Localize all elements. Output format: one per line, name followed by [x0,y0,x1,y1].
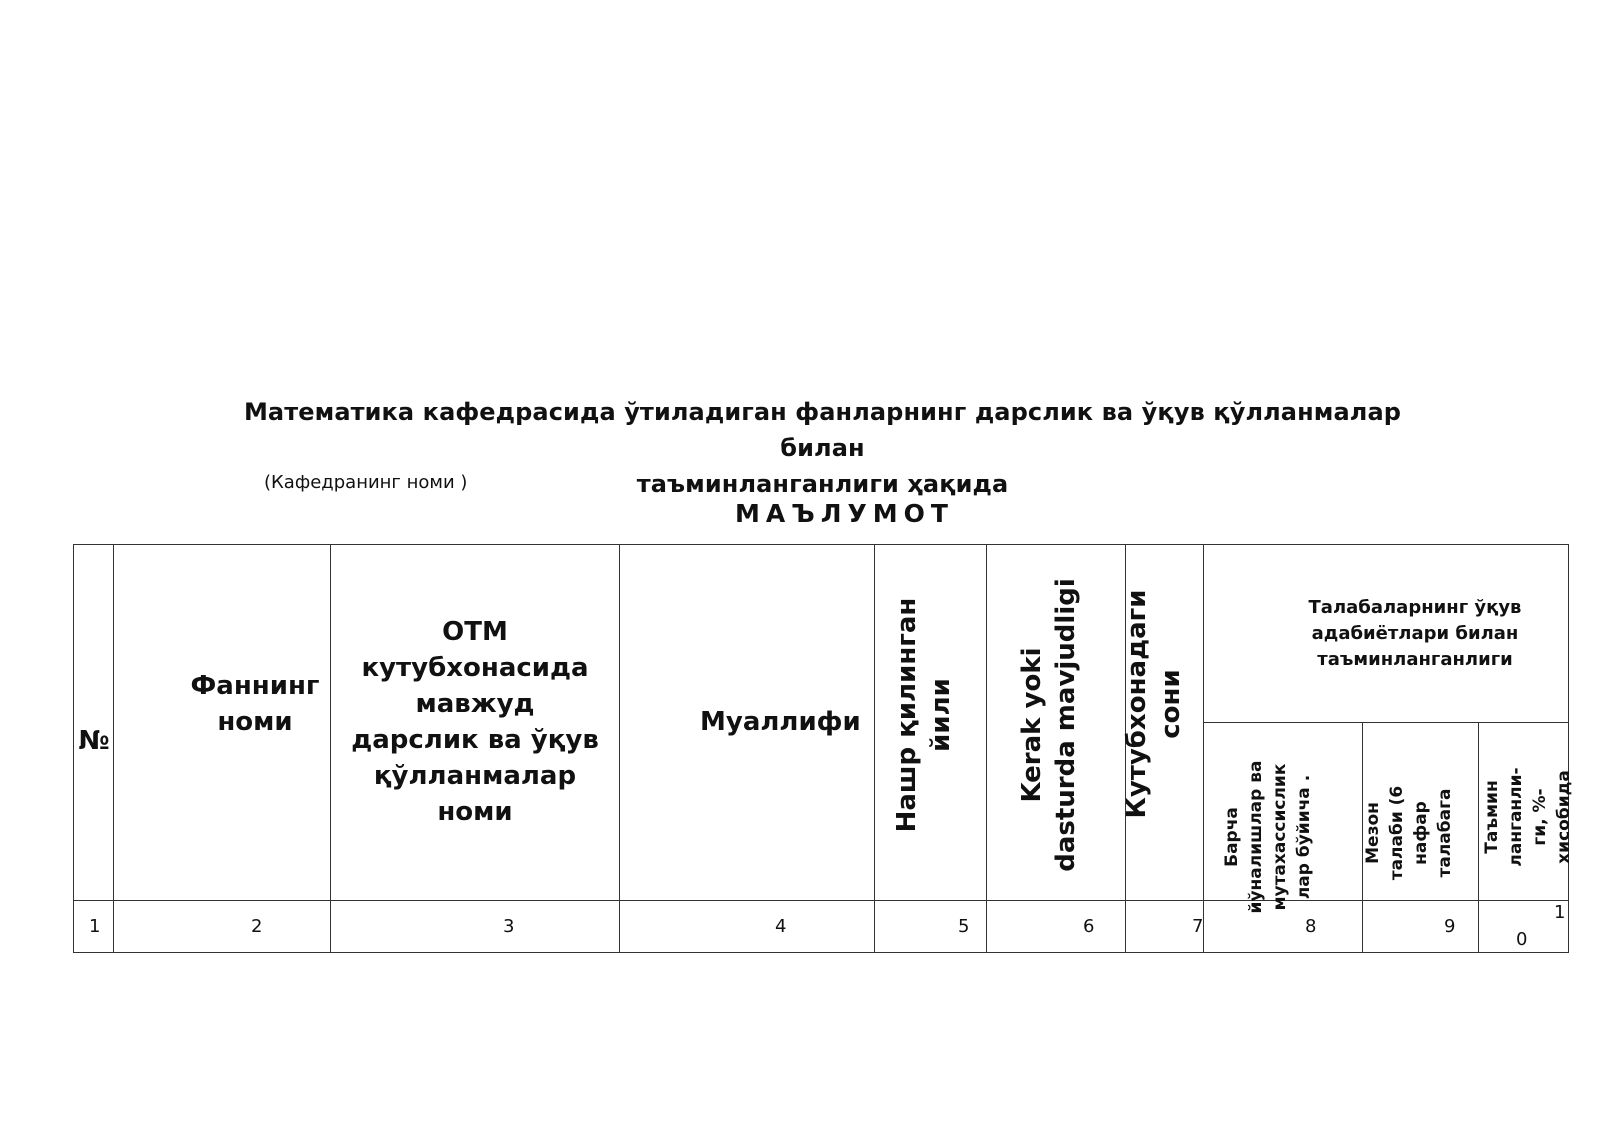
column-number: 8 [1305,916,1317,937]
column-divider [330,544,331,953]
column-number: 4 [775,916,787,937]
title-line-1: Математика кафедрасида ўтиладиган фанларнинг дарслик ва ўқув қўлланмалар билан [243,398,1402,462]
table-border-top [73,544,1568,545]
table-border-bottom [73,952,1568,953]
column-number: 7 [1192,916,1204,937]
header-library-count: Кутубхонадаги сони [1122,589,1186,819]
column-number: 2 [251,916,263,937]
table-border-right [1568,544,1569,953]
department-subtitle: (Кафедранинг номи ) [264,472,468,493]
column-number: 1 [89,916,101,937]
document-heading: МАЪЛУМОТ [735,499,954,528]
column-number: 5 [958,916,970,937]
header-textbook-name: ОТМ кутубхонасида мавжуд дарслик ва ўқув қўлланмалар номи [351,617,599,827]
header-all-directions: Барча йўналишлар ва мутахассислик лар бўйича . [1222,760,1314,914]
column-number: 6 [1083,916,1095,937]
title-line-2: таъминланганлиги ҳақида [636,470,1009,498]
header-subject-name: Фаннинг номи [190,671,320,737]
column-divider [1203,544,1204,953]
column-number: 0 [1516,929,1528,950]
group-header-divider [1203,722,1568,723]
header-number: № [78,726,110,756]
header-criterion-requirement: Мезон талаби (6 нафар талабага [1363,785,1455,881]
header-provision-percent: Таъмин ланганли-ги, %- хисобида [1482,767,1574,867]
column-divider [619,544,620,953]
header-availability: Kerak yoki dasturda mavjudligi [1017,578,1081,872]
column-divider [986,544,987,953]
header-publication-year: Нашр қилинган йили [892,597,956,833]
column-number: 9 [1444,916,1456,937]
column-divider [874,544,875,953]
column-number: 1 [1554,902,1566,923]
header-student-provision-group: Талабаларнинг ўқув адабиётлари билан таъминланганлиги [1308,597,1522,670]
header-author: Муаллифи [700,707,861,737]
column-number: 3 [503,916,515,937]
